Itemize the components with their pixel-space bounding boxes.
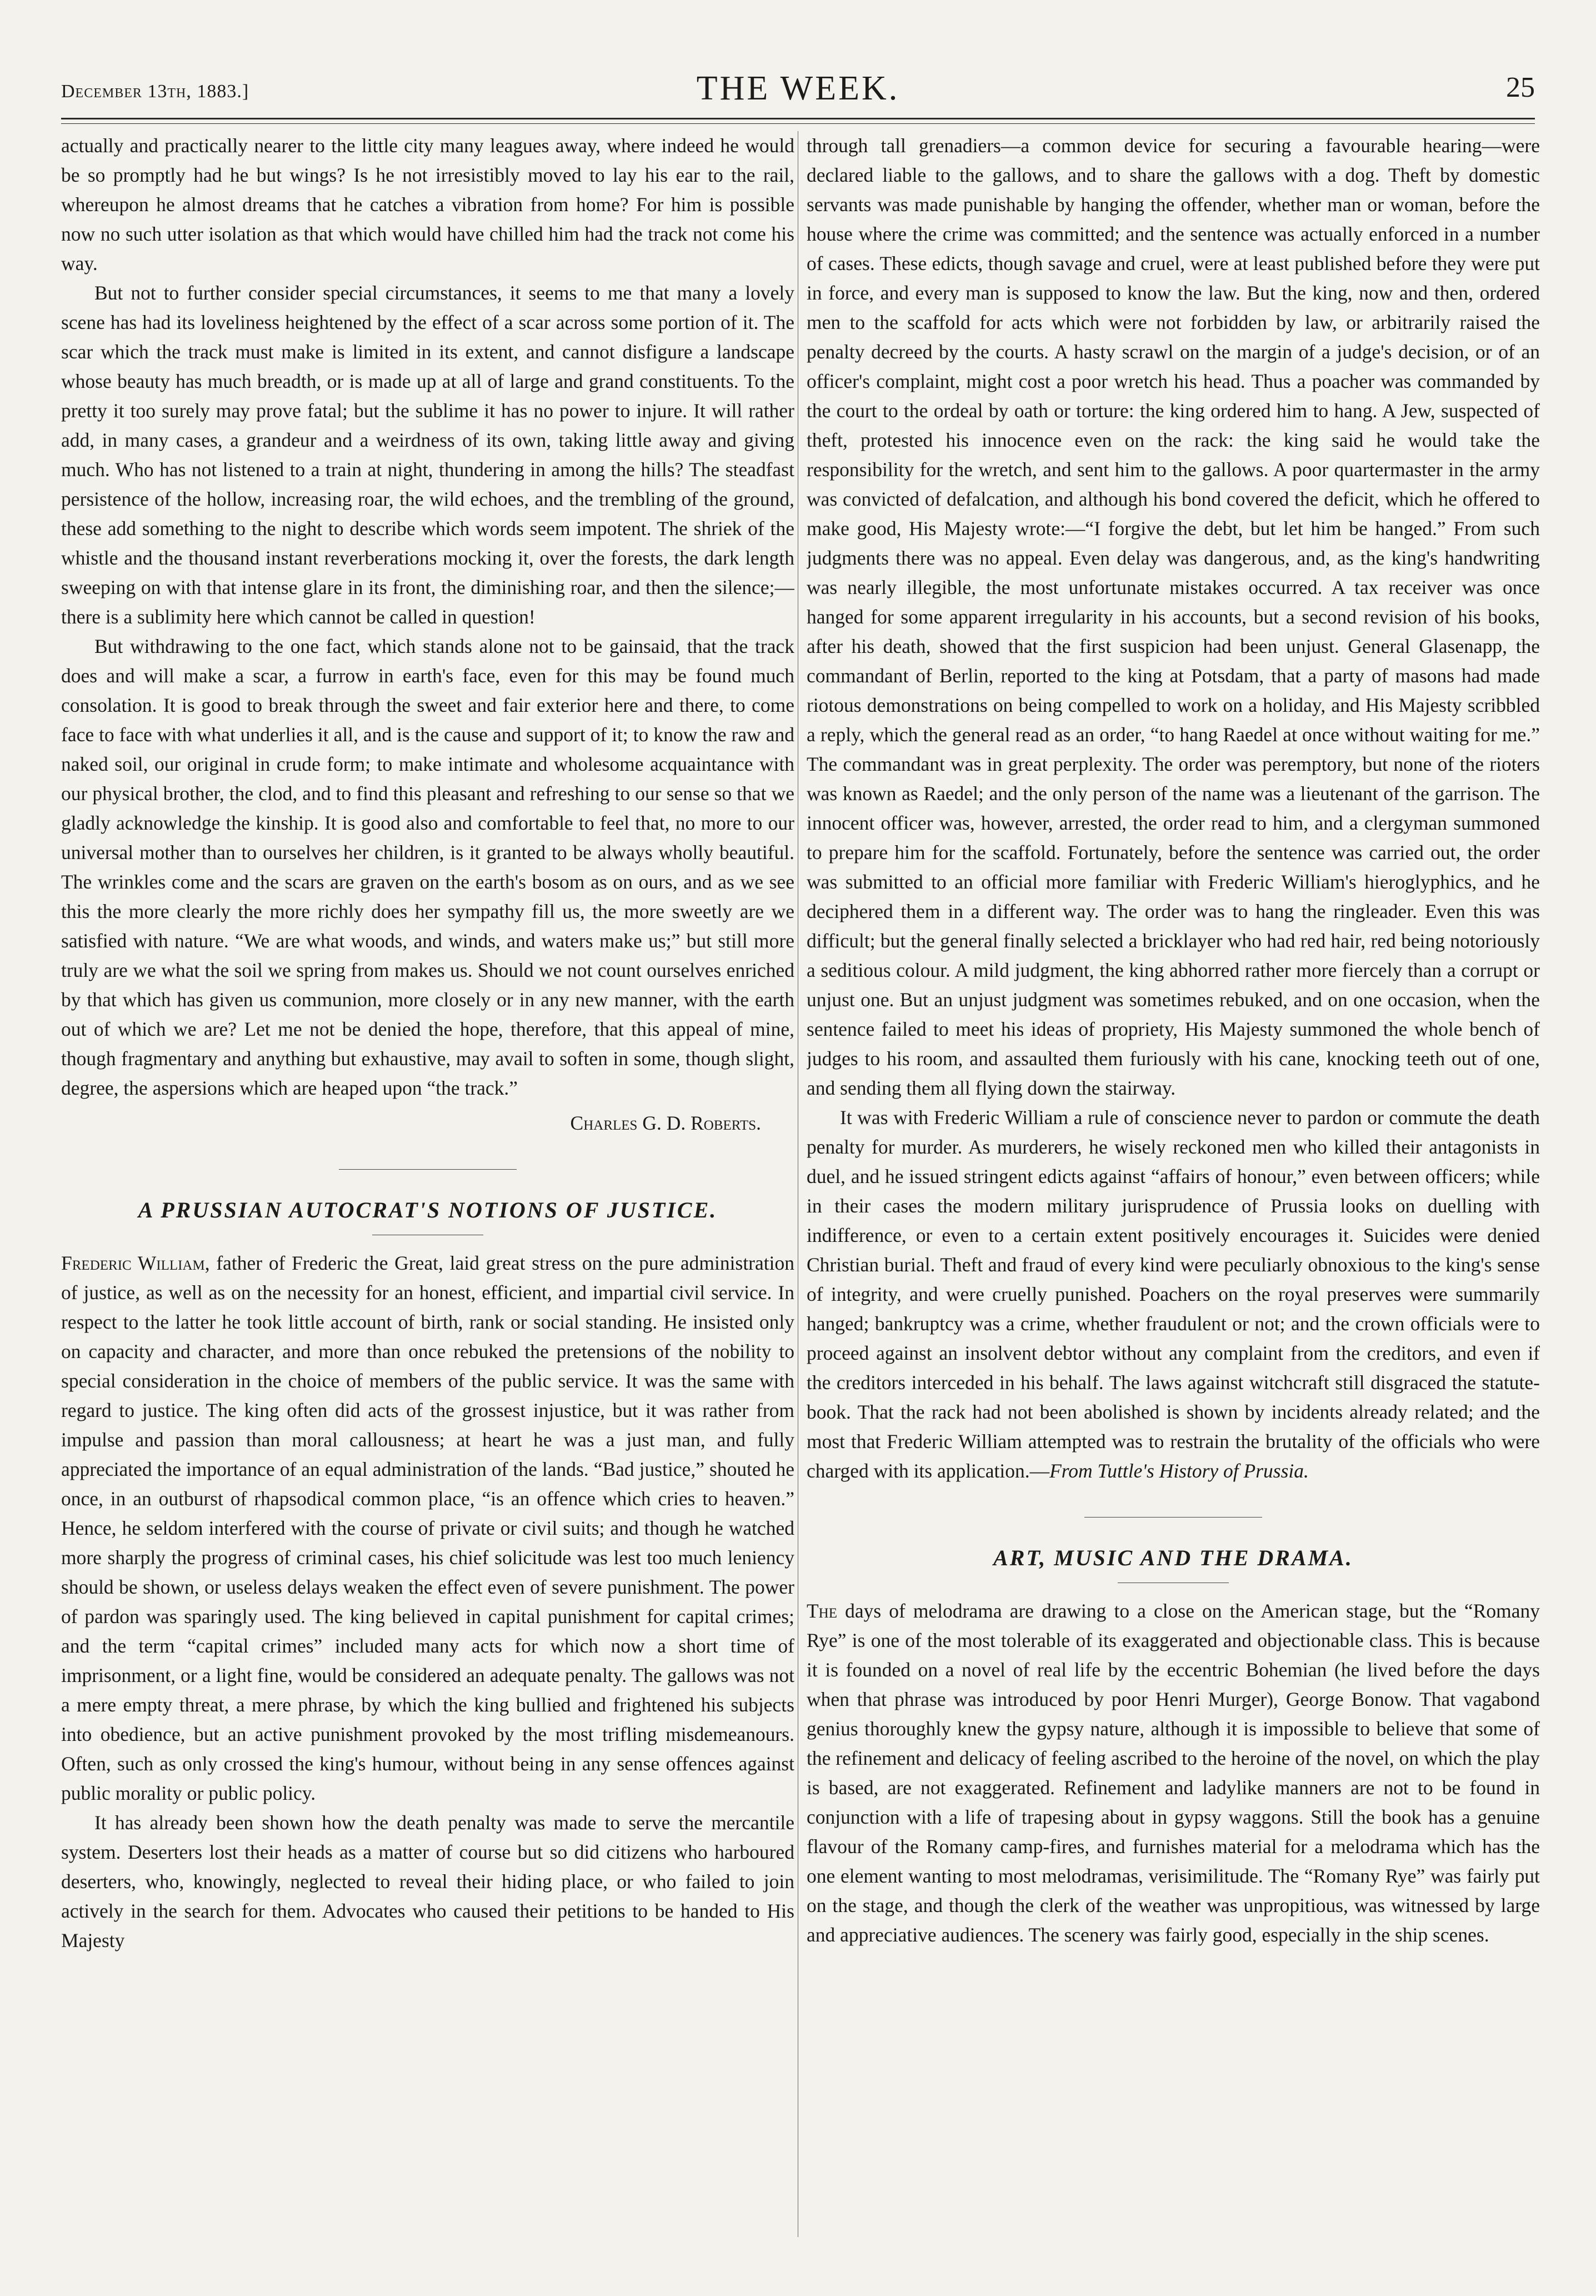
section-title: A PRUSSIAN AUTOCRAT'S NOTIONS OF JUSTICE.	[138, 1197, 718, 1222]
article-paragraph	[61, 1249, 794, 1808]
lead-words: Frederic William,	[61, 1252, 210, 1274]
header-rule-thin	[61, 123, 1535, 124]
right-column	[807, 131, 1540, 2276]
page-header	[61, 66, 1535, 110]
source-citation: From Tuttle's History of Prussia.	[1049, 1460, 1309, 1482]
paragraph-text: It was with Frederic William a rule of conscience never to pardon or commute the death penalty for murder. As murderers, he wisely reckoned men who killed their antagonists in duel, and he issued stringent edicts against “affairs of honour,” even between officers; while in their cases the modern military jurisprudence of Prussia looks on duelling with indifference, or even to a certain extent positively encourages it. Suicides were denied Christian burial. Theft and fraud of every kind were peculiarly obnoxious to the king's sense of integrity, and were cruelly punished. Poachers on the royal preserves were summarily hanged; bankruptcy was a crime, whether fraudulent or not; and the crown officials were to proceed against an insolvent debtor without any complaint from the creditors, and even if the creditors interceded in his behalf. The laws against witchcraft still disgraced the statute-book. That the rack had not been abolished is shown by incidents already related; and the most that Frederic William attempted was to restrain the brutality of the officials who were charged with its application.—	[807, 1106, 1540, 1482]
section-separator	[1084, 1517, 1262, 1518]
article-paragraph: It has already been shown how the death penalty was made to serve the mercantile system. Deserters lost their heads as a matter of course but so did citizens who harboured deserters, who, knowingly, neglected to reveal their hiding place, or who failed to join actively in the search for them. Advocates who caused their petitions to be handed to His Majesty	[61, 1811, 794, 1951]
publication-title: THE WEEK.	[696, 69, 900, 107]
article-paragraph: actually and practically nearer to the little city many leagues away, where indeed he would be so promptly had he but wings? Is he not irresistibly moved to lay his ear to the rail, whereupon he almost dreams that he catches a vibration from home? For him is possible now no such utter isolation as that which would have chilled him had the track not come his way.	[61, 134, 794, 274]
section-title: ART, MUSIC AND THE DRAMA.	[993, 1545, 1353, 1570]
header-rule	[61, 118, 1535, 119]
lead-words: The	[807, 1600, 838, 1622]
article-paragraph: through tall grenadiers—a common device for securing a favourable hearing—were declared liable to the gallows, and to share the gallows with a dog. Theft by domestic servants was made punishable by hanging the offender, whether man or woman, before the house where the crime was committed; and the sentence was actually enforced in a number of cases. These edicts, though savage and cruel, were at least published before they were put in force, and every man is supposed to know the law. But the king, now and then, ordered men to the scaffold for acts which were not forbidden by law, or arbitrarily raised the penalty decreed by the courts. A hasty scrawl on the margin of a judge's decision, or of an officer's complaint, might cost a poor wretch his head. Thus a poacher was commanded by the court to the ordeal by oath or torture: the king ordered him to hang. A Jew, suspected of theft, protested his innocence even on the rack: the king said he would take the responsibility for the wretch, and sent him to the gallows. A poor quartermaster in the army was convicted of defalcation, and although his bond covered the deficit, which he offered to make good, His Majesty wrote:—“I forgive the debt, but let him be hanged.” From such judgments there was no appeal. Even delay was dangerous, and, as the king's handwriting was nearly illegible, the most unfortunate mistakes occurred. A tax receiver was once hanged for some apparent irregularity in his accounts, but a second revision of his books, after his death, showed that the first suspicion had been unjust. General Glasenapp, the commandant of Berlin, reported to the king at Potsdam, that a party of masons had made riotous demonstrations on being compelled to work on a holiday, and His Majesty scribbled a reply, which the general read as an order, “to hang Raedel at once without waiting for me.” The commandant was in great perplexity. The order was peremptory, but none of the rioters was known as Raedel; and the only person of the name was a lieutenant of the garrison. The innocent officer was, however, arrested, the order read to him, and a clergyman summoned to prepare him for the scaffold. Fortunately, before the sentence was carried out, the order was submitted to an official more familiar with Frederic William's hieroglyphics, and he deciphered them in a different way. The order was to hang the ringleader. Even this was difficult; but the general finally selected a bricklayer who had red hair, red being notoriously a seditious colour. A mild judgment, the king abhorred rather more fiercely than a corrupt or unjust one. But an unjust judgment was sometimes rebuked, and on one occasion, when the sentence failed to meet his ideas of propriety, His Majesty summoned the whole bench of judges to his room, and assaulted them furiously with his cane, knocking teeth out of one, and sending them all flying down the stairway.	[807, 134, 1540, 1099]
section-separator	[339, 1169, 517, 1170]
page-number: 25	[1506, 72, 1535, 103]
article-paragraph: But not to further consider special circumstances, it seems to me that many a lovely scene has had its loveliness heightened by the effect of a scar across some portion of it. The scar which the track must make is limited in its extent, and cannot disfigure a landscape whose beauty has much breadth, or is made up at all of large and grand constituents. To the pretty it too surely may prove fatal; but the sublime it has no power to injure. It will rather add, in many cases, a grandeur and a weirdness of its own, taking little away and giving much. Who has not listened to a train at night, thundering in among the hills? The steadfast persistence of the hollow, increasing roar, the wild echoes, and the trembling of the ground, these add something to the night to describe which words seem impotent. The shriek of the whistle and the thousand instant reverberations mocking it, over the forests, the dark length sweeping on with that intense glare in its front, the diminishing roar, and then the silence;—there is a sublimity here which cannot be called in question!	[61, 282, 794, 628]
author-signature: Charles G. D. Roberts.	[570, 1112, 761, 1134]
paragraph-text: days of melodrama are drawing to a close on the American stage, but the “Romany Rye” is one of the most tolerable of its exaggerated and objectionable class. This is because it is founded on a novel of real life by the eccentric Bohemian (he lived before the days when that phrase was introduced by poor Henri Murger), George Bonow. That vagabond genius thoroughly knew the gypsy nature, although it is impossible to believe that some of the refinement and delicacy of feeling ascribed to the heroine of the novel, on which the play is based, are not exaggerated. Refinement and ladylike manners are not to be found in conjunction with a life of trapesing about in gypsy waggons. Still the book has a genuine flavour of the Romany camp-fires, and furnishes material for a melodrama which has the one element wanting to most melodramas, verisimilitude. The “Romany Rye” was fairly put on the stage, and though the clerk of the weather was unpropitious, was witnessed by large and appreciative audiences. The scenery was fairly good, especially in the ship scenes.	[807, 1600, 1540, 1946]
article-paragraph	[807, 1596, 1540, 1950]
issue-date: December 13th, 1883.]	[61, 81, 249, 102]
left-column	[61, 131, 794, 2276]
article-paragraph: But withdrawing to the one fact, which stands alone not to be gainsaid, that the track does and will make a scar, a furrow in earth's face, even for this may be found much consolation. It is good to break through the sweet and fair exterior here and there, to come face to face with what underlies it all, and is the cause and support of it; to know the raw and naked soil, our original in crude form; to make intimate and wholesome acquaintance with our physical brother, the clod, and to find this pleasant and refreshing to our sense so that we gladly acknowledge the kinship. It is good also and comfortable to feel that, no more to our universal mother than to ourselves her children, is it granted to be always wholly beautiful. The wrinkles come and the scars are graven on the earth's bosom as on ours, and as we see this the more clearly the more richly does her sympathy fill us, the more sweetly are we satisfied with nature. “We are what woods, and winds, and waters make us;” but still more truly are we what the soil we spring from makes us. Should we not count ourselves enriched by that which has given us communion, more closely or in any new manner, with the earth out of which we are? Let me not be denied the hope, therefore, that this appeal of mine, though fragmentary and anything but exhaustive, may avail to soften in some, though slight, degree, the aspersions which are heaped upon “the track.”	[61, 635, 794, 1099]
article-paragraph	[807, 1103, 1540, 1486]
paragraph-text: father of Frederic the Great, laid great stress on the pure administration of justice, as well as on the necessity for an honest, efficient, and impartial civil service. In respect to the latter he took little account of birth, rank or social standing. He insisted only on capacity and character, and more than once rebuked the pretensions of the nobility to special consideration in the choice of members of the public service. It was the same with regard to justice. The king often did acts of the grossest injustice, but it was rather from impulse and passion than moral callousness; at heart he was a just man, and fully appreciated the importance of an equal administration of the lands. “Bad justice,” shouted he once, in an outburst of rhapsodical common place, “is an offence which cries to heaven.” Hence, he seldom interfered with the course of private or civil suits; and though he watched more sharply the progress of criminal cases, his chief solicitude was lest too much leniency should be shown, or useless delays weaken the effect even of severe punishment. The power of pardon was sparingly used. The king believed in capital punishment for capital crimes; and the term “capital crimes” included many acts for which now a short time of imprisonment, or a light fine, would be considered an adequate penalty. The gallows was not a mere empty threat, a mere phrase, by which the king bullied and frightened his subjects into obedience, but an active punishment provoked by the most trifling misdemeanours. Often, such as only crossed the king's humour, without being in any sense offences against public morality or public policy.	[61, 1252, 794, 1804]
